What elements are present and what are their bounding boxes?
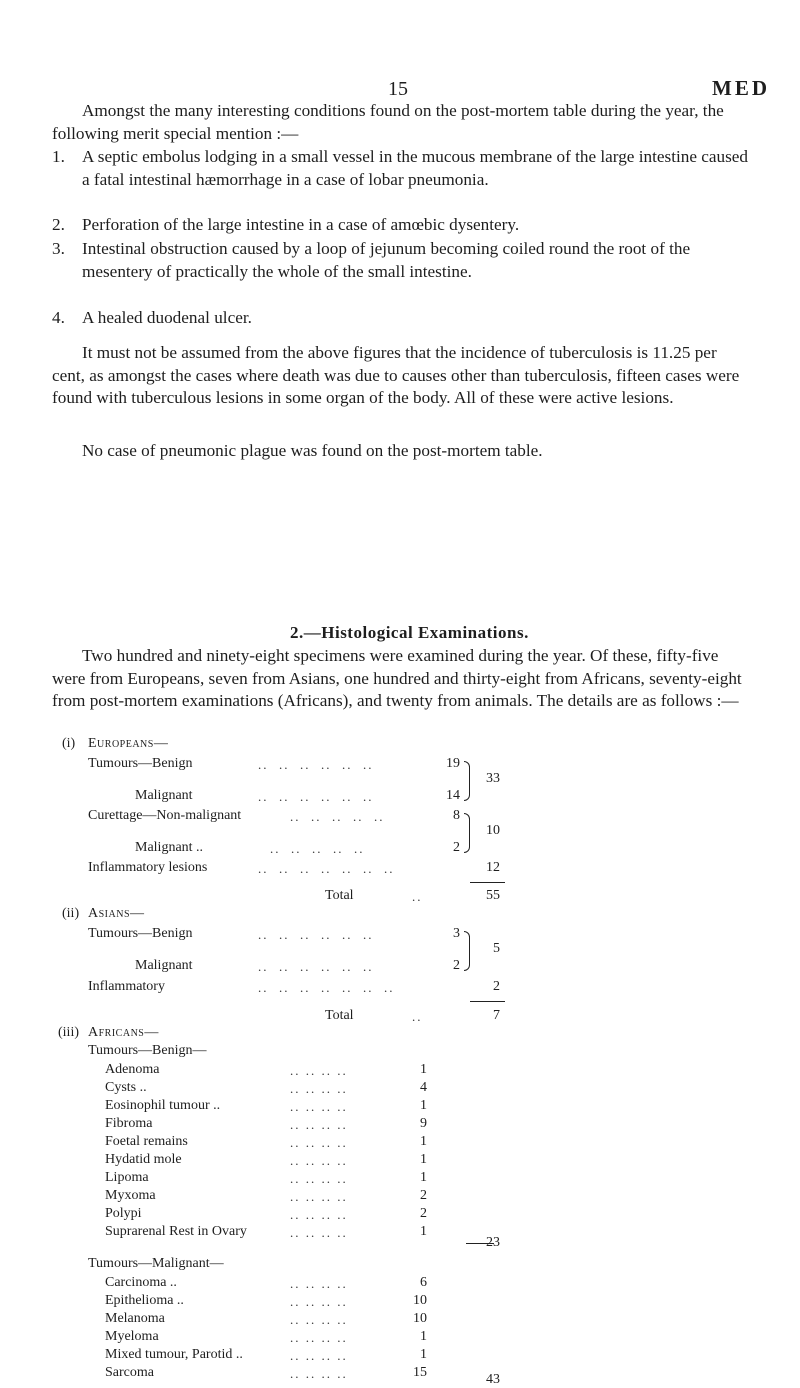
list-number: 2. [52,215,65,234]
benign-label: Polypi [105,1206,142,1221]
leader-dots: .. .. .. .. .. [270,841,365,856]
leader-dots: .. .. .. .. [290,1081,348,1096]
leader-dots: .. .. .. .. [290,1135,348,1150]
list-text: A healed duodenal ulcer. [82,308,252,327]
total-rule [470,882,505,883]
list-number: 3. [52,239,65,258]
row-value: 19 [446,756,460,771]
benign-value: 1 [420,1134,427,1149]
leader-dots: .. .. .. .. [290,1366,348,1381]
group-total: 33 [486,771,500,786]
plague-paragraph: No case of pneumonic plague was found on the post-mortem table. [82,441,543,460]
total-value: 55 [486,888,500,903]
malignant-value: 15 [413,1365,427,1380]
list-item-3 [52,238,752,283]
row-label: Malignant .. [135,840,204,855]
histology-paragraph: Two hundred and ninety-eight specimens were examined during the year. Of these, fifty-five were from Europeans, seven from Asians, one hundred and thirty-eight from Africans, seventy-eight from post-mortem examinations (Africans), and twenty from animals. The details are as follows :— [52,646,742,710]
benign-label: Adenoma [105,1062,160,1077]
list-item-4 [52,307,752,330]
list-text: A septic embolus lodging in a small vessel in the mucous membrane of the large intestine caused a fatal intestinal hæmorrhage in a case of lobar pneumonia. [82,147,749,189]
total-label: Total [325,1008,354,1023]
leader-dots: .. .. .. .. [290,1348,348,1363]
benign-value: 1 [420,1224,427,1239]
benign-value: 1 [420,1170,427,1185]
benign-label: Cysts .. [105,1080,147,1095]
leader-dots: .. .. .. .. .. [290,809,385,824]
africans-heading: Africans— [88,1025,159,1040]
malignant-value: 1 [420,1329,427,1344]
row-label: Inflammatory lesions [88,860,208,875]
asians-heading: Asians— [88,906,145,921]
malignant-value: 10 [413,1311,427,1326]
leader-dots: .. .. .. .. .. .. [258,789,374,804]
benign-label: Myxoma [105,1188,156,1203]
leader-dots: .. .. .. .. .. .. [258,927,374,942]
tuberculosis-paragraph: It must not be assumed from the above figures that the incidence of tuberculosis is 11.25 per cent, as amongst the cases where death was due to causes other than tuberculosis, fifteen cases were found with tuberculous lesions in some organ of the body. All of these were active lesions. [52,343,740,407]
africans-num: (iii) [58,1025,79,1040]
europeans-num: (i) [62,736,76,751]
list-text: Intestinal obstruction caused by a loop of jejunum becoming coiled round the root of the mesentery of practically the whole of the small intestine. [82,239,691,281]
total-rule [470,1001,505,1002]
page-code: MED [712,76,770,100]
total-value: 7 [493,1008,500,1023]
benign-value: 1 [420,1152,427,1167]
malignant-label: Melanoma [105,1311,165,1326]
benign-value: 4 [420,1080,427,1095]
row-label: Malignant [135,958,193,973]
malignant-label: Epithelioma .. [105,1293,184,1308]
leader-dots: .. .. .. .. .. .. [258,757,374,772]
malignant-value: 6 [420,1275,427,1290]
leader-dots: .. .. .. .. [290,1063,348,1078]
row-value: 14 [446,788,460,803]
leader-dots: .. .. .. .. [290,1294,348,1309]
benign-label: Eosinophil tumour .. [105,1098,221,1113]
list-item-1 [52,146,752,191]
row-label: Malignant [135,788,193,803]
list-number: 1. [52,147,65,166]
row-label: Curettage—Non-malignant [88,808,242,823]
inflammatory-total: 2 [493,979,500,994]
leader-dots: .. .. .. .. [290,1117,348,1132]
leader-dots: .. .. .. .. [290,1330,348,1345]
row-value: 8 [453,808,460,823]
row-label: Tumours—Benign [88,926,193,941]
malignant-value: 10 [413,1293,427,1308]
list-text: Perforation of the large intestine in a case of amœbic dysentery. [82,215,520,234]
benign-heading: Tumours—Benign— [88,1043,207,1058]
group-total: 10 [486,823,500,838]
list-item-2 [52,214,752,237]
benign-value: 1 [420,1062,427,1077]
group-total: 5 [493,941,500,956]
malignant-label: Myeloma [105,1329,159,1344]
list-number: 4. [52,308,65,327]
europeans-heading: Europeans— [88,736,169,751]
leader-dots: .. [412,889,423,904]
leader-dots: .. .. .. .. .. .. .. [258,980,395,995]
row-label: Tumours—Benign [88,756,193,771]
leader-dots: .. .. .. .. [290,1189,348,1204]
leader-dots: .. .. .. .. [290,1312,348,1327]
benign-value: 2 [420,1188,427,1203]
malignant-label: Carcinoma .. [105,1275,177,1290]
benign-value: 2 [420,1206,427,1221]
benign-value: 1 [420,1098,427,1113]
malignant-value: 1 [420,1347,427,1362]
section-heading: 2.—Histological Examinations. [290,623,529,642]
total-label: Total [325,888,354,903]
row-value: 2 [453,840,460,855]
leader-dots: .. .. .. .. [290,1171,348,1186]
row-value: 3 [453,926,460,941]
row-label: Inflammatory [88,979,165,994]
benign-label: Lipoma [105,1170,149,1185]
leader-dots: .. .. .. .. [290,1207,348,1222]
malignant-total: 43 [486,1372,500,1387]
malignant-heading: Tumours—Malignant— [88,1256,224,1271]
asians-num: (ii) [62,906,80,921]
leader-dots: .. .. .. .. [290,1276,348,1291]
leader-dots: .. .. .. .. [290,1225,348,1240]
benign-total: 23 [486,1235,500,1250]
inflammatory-total: 12 [486,860,500,875]
leader-dots: .. .. .. .. [290,1153,348,1168]
benign-label: Foetal remains [105,1134,188,1149]
benign-value: 9 [420,1116,427,1131]
page-number: 15 [388,78,408,100]
row-value: 2 [453,958,460,973]
malignant-label: Mixed tumour, Parotid .. [105,1347,243,1362]
leader-dots: .. .. .. .. .. .. .. [258,861,395,876]
leader-dots: .. [412,1009,423,1024]
malignant-label: Sarcoma [105,1365,154,1380]
leader-dots: .. .. .. .. [290,1099,348,1114]
benign-label: Hydatid mole [105,1152,182,1167]
benign-label: Fibroma [105,1116,153,1131]
intro-paragraph: Amongst the many interesting conditions found on the post-mortem table during the year, the following merit special mention :— [52,101,724,143]
leader-dots: .. .. .. .. .. .. [258,959,374,974]
benign-label: Suprarenal Rest in Ovary [105,1224,247,1239]
